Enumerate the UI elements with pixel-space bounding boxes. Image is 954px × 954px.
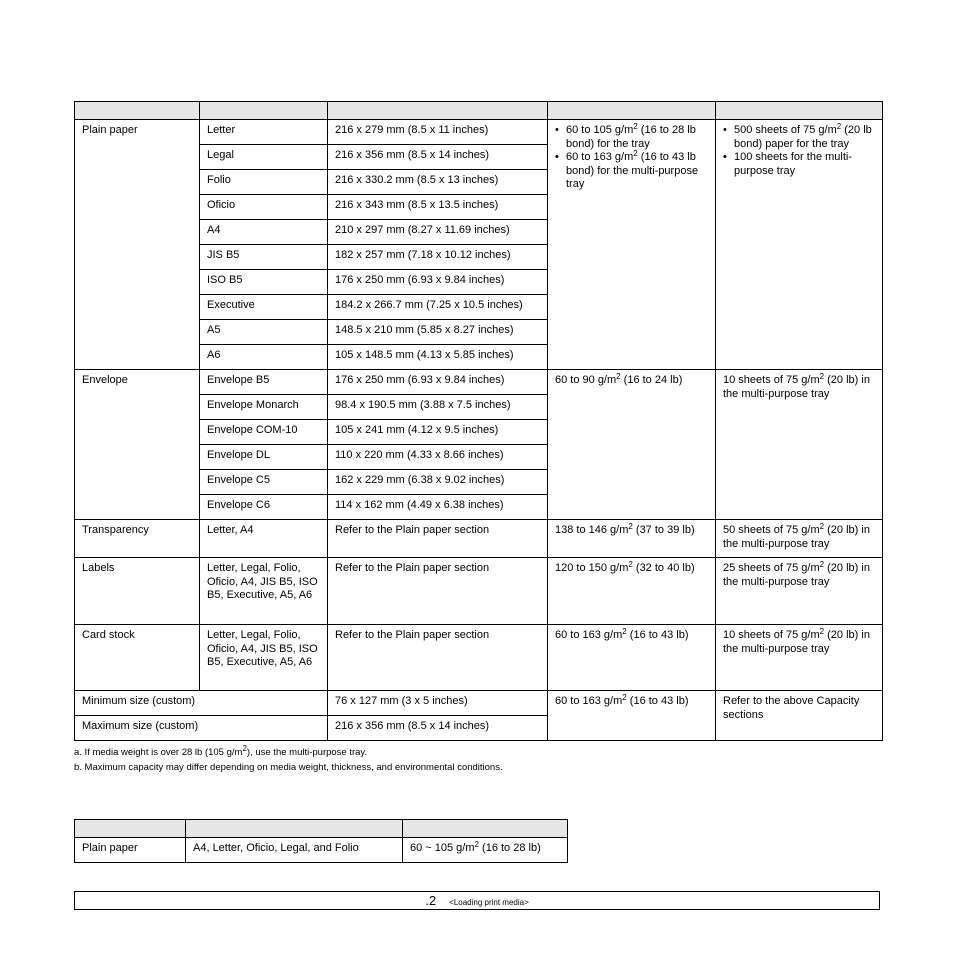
size-name-cell: Letter, A4 [200,520,328,558]
size-name-cell: ISO B5 [200,270,328,295]
duplex-media-table [74,819,568,863]
dimension-cell: 216 x 330.2 mm (8.5 x 13 inches) [328,170,548,195]
weight-cell: 60 ~ 105 $g/m^2$ (16 to 28 lb) [403,838,568,863]
dimension-cell: 98.4 x 190.5 mm (3.88 x 7.5 inches) [328,395,548,420]
weight-item: • 60 to 163 $g/m^2$ (16 to 43 lb bond) for the multi-purpose tray [555,151,708,192]
page-number: .2 [425,893,437,908]
capacity-cell [716,120,883,370]
footnotes [74,745,503,775]
dimension-cell: Refer to the Plain paper section [328,625,548,691]
size-name-cell: Executive [200,295,328,320]
weight-cell: 60 to 90 $g/m^2$ (16 to 24 lb) [548,370,716,520]
capacity-item: • 100 sheets for the multi-purpose tray [723,151,875,178]
size-name-cell: Oficio [200,195,328,220]
weight-cell: 138 to 146 $g/m^2$ (37 to 39 lb) [548,520,716,558]
dimension-cell: 216 x 279 mm (8.5 x 11 inches) [328,120,548,145]
header-cell [328,102,548,120]
dimension-cell: 176 x 250 mm (6.93 x 9.84 inches) [328,370,548,395]
size-name-cell: Folio [200,170,328,195]
weight-item: • 60 to 105 $g/m^2$ (16 to 28 lb bond) for the tray [555,124,708,151]
custom-size-label: Maximum size (custom) [75,716,328,741]
weight-cell: 120 to 150 $g/m^2$ (32 to 40 lb) [548,558,716,625]
dimension-cell: 216 x 356 mm (8.5 x 14 inches) [328,145,548,170]
table-row [75,120,883,145]
dimension-cell: 76 x 127 mm (3 x 5 inches) [328,691,548,716]
dimension-cell: 114 x 162 mm (4.49 x 6.38 inches) [328,495,548,520]
media-type-cell: Transparency [75,520,200,558]
size-name-cell: A4, Letter, Oficio, Legal, and Folio [186,838,403,863]
section-title: <Loading print media> [449,898,529,907]
header-cell [548,102,716,120]
size-name-cell: JIS B5 [200,245,328,270]
dimension-cell: Refer to the Plain paper section [328,558,548,625]
size-name-cell: Envelope DL [200,445,328,470]
capacity-cell: Refer to the above Capacity sections [716,691,883,741]
table-row [75,625,883,691]
capacity-cell: 50 sheets of 75 $g/m^2$ (20 lb) in the multi-purpose tray [716,520,883,558]
page-footer [74,891,880,910]
size-name-cell: Letter [200,120,328,145]
size-name-cell: Letter, Legal, Folio, Oficio, A4, JIS B5, ISO B5, Executive, A5, A6 [200,625,328,691]
size-name-cell: Envelope C6 [200,495,328,520]
media-type-cell: Card stock [75,625,200,691]
dimension-cell: 162 x 229 mm (6.38 x 9.02 inches) [328,470,548,495]
header-cell [716,102,883,120]
media-specifications-table [74,101,883,741]
header-cell [403,820,568,838]
weight-cell: 60 to 163 $g/m^2$ (16 to 43 lb) [548,691,716,741]
size-name-cell: Envelope Monarch [200,395,328,420]
capacity-cell: 25 sheets of 75 $g/m^2$ (20 lb) in the multi-purpose tray [716,558,883,625]
weight-cell [548,120,716,370]
size-name-cell: Envelope C5 [200,470,328,495]
dimension-cell: 184.2 x 266.7 mm (7.25 x 10.5 inches) [328,295,548,320]
capacity-cell: 10 sheets of 75 $g/m^2$ (20 lb) in the multi-purpose tray [716,370,883,520]
dimension-cell: 110 x 220 mm (4.33 x 8.66 inches) [328,445,548,470]
size-name-cell: A6 [200,345,328,370]
dimension-cell: 148.5 x 210 mm (5.85 x 8.27 inches) [328,320,548,345]
dimension-cell: Refer to the Plain paper section [328,520,548,558]
header-cell [186,820,403,838]
table-row [75,520,883,558]
dimension-cell: 210 x 297 mm (8.27 x 11.69 inches) [328,220,548,245]
dimension-cell: 216 x 356 mm (8.5 x 14 inches) [328,716,548,741]
size-name-cell: Letter, Legal, Folio, Oficio, A4, JIS B5, ISO B5, Executive, A5, A6 [200,558,328,625]
header-cell [200,102,328,120]
custom-size-label: Minimum size (custom) [75,691,328,716]
header-cell [75,820,186,838]
media-type-cell: Plain paper [75,120,200,370]
size-name-cell: Envelope COM-10 [200,420,328,445]
table-header-row [75,102,883,120]
table-row [75,558,883,625]
size-name-cell: A4 [200,220,328,245]
weight-cell: 60 to 163 $g/m^2$ (16 to 43 lb) [548,625,716,691]
footnote-a: a. If media weight is over 28 lb (105 $g/m^2$), use the multi-purpose tray. [74,744,368,758]
footnote-b: b. Maximum capacity may differ depending on media weight, thickness, and environmental conditions. [74,762,503,773]
capacity-item: • 500 sheets of 75 $g/m^2$ (20 lb bond) paper for the tray [723,124,875,151]
size-name-cell: A5 [200,320,328,345]
table-row [75,691,883,716]
media-type-cell: Plain paper [75,838,186,863]
dimension-cell: 216 x 343 mm (8.5 x 13.5 inches) [328,195,548,220]
table-row [75,838,568,863]
table-header-row [75,820,568,838]
table-row [75,370,883,395]
dimension-cell: 105 x 241 mm (4.12 x 9.5 inches) [328,420,548,445]
media-type-cell: Labels [75,558,200,625]
dimension-cell: 182 x 257 mm (7.18 x 10.12 inches) [328,245,548,270]
dimension-cell: 105 x 148.5 mm (4.13 x 5.85 inches) [328,345,548,370]
media-type-cell: Envelope [75,370,200,520]
capacity-cell: 10 sheets of 75 $g/m^2$ (20 lb) in the multi-purpose tray [716,625,883,691]
size-name-cell: Envelope B5 [200,370,328,395]
header-cell [75,102,200,120]
size-name-cell: Legal [200,145,328,170]
dimension-cell: 176 x 250 mm (6.93 x 9.84 inches) [328,270,548,295]
